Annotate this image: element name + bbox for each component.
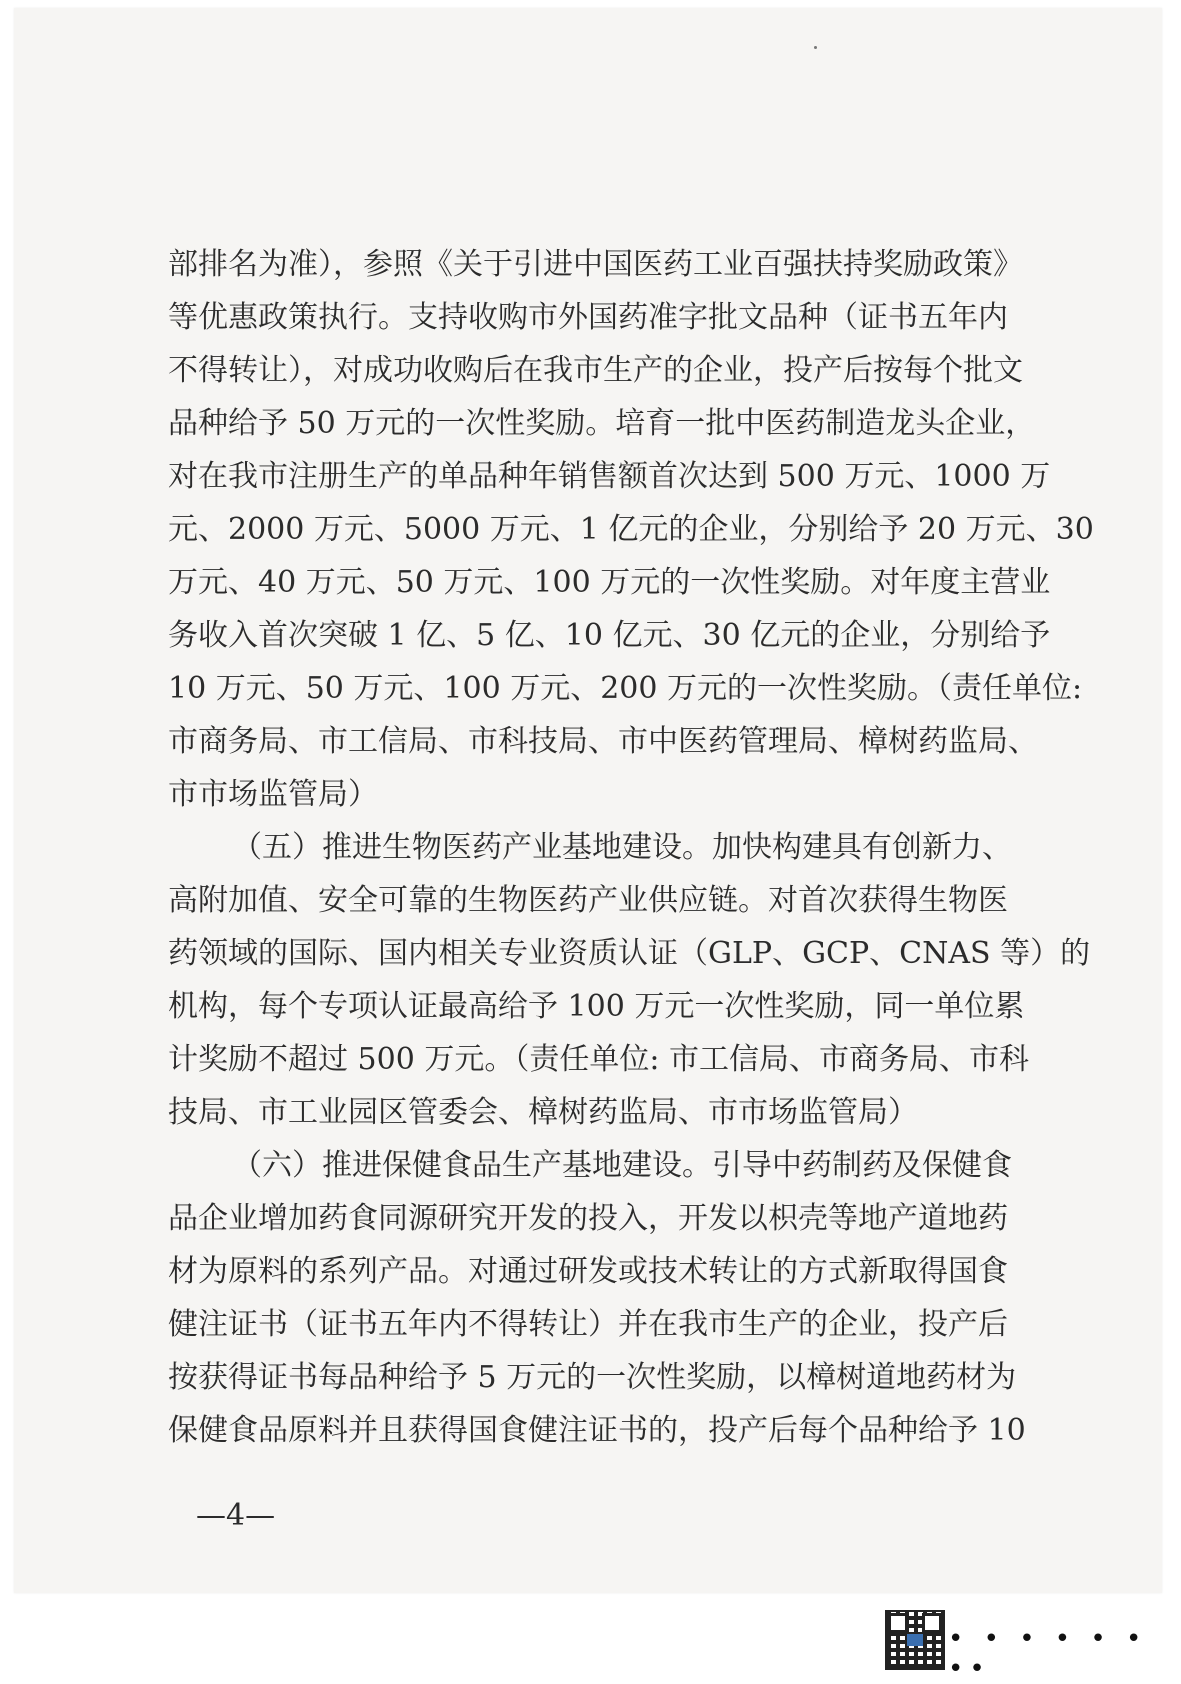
scan-speck [814,46,817,49]
text-line: 元、2000 万元、5000 万元、1 亿元的企业，分别给予 20 万元、30 [168,512,1094,547]
paragraph-2 [168,821,1091,1139]
page-number: —4— [196,1498,276,1533]
text-line: 保健食品原料并且获得国食健注证书的，投产后每个品种给予 10 [168,1413,1026,1448]
text-line: 对在我市注册生产的单品种年销售额首次达到 500 万元、1000 万 [168,459,1051,494]
qr-code-icon [885,1610,945,1670]
text-line: 药领域的国际、国内相关专业资质认证（GLP、GCP、CNAS 等）的 [168,936,1091,971]
text-line: 市商务局、市工信局、市科技局、市中医药管理局、樟树药监局、 [168,724,1038,759]
text-line: 技局、市工业园区管委会、樟树药监局、市市场监管局） [168,1095,918,1130]
paragraph-3 [168,1139,1028,1457]
text-line: 品企业增加药食同源研究开发的投入，开发以枳壳等地产道地药 [168,1201,1008,1236]
text-line: 务收入首次突破 1 亿、5 亿、10 亿元、30 亿元的企业，分别给予 [168,618,1051,653]
text-line: 不得转让），对成功收购后在我市生产的企业，投产后按每个批文 [168,353,1023,388]
text-line: 机构，每个专项认证最高给予 100 万元一次性奖励，同一单位累 [168,989,1025,1024]
text-line: 高附加值、安全可靠的生物医药产业供应链。对首次获得生物医 [168,883,1008,918]
paragraph-1 [168,238,1094,821]
text-line: 品种给予 50 万元的一次性奖励。培育一批中医药制造龙头企业， [168,406,1036,441]
text-line: 健注证书（证书五年内不得转让）并在我市生产的企业，投产后 [168,1307,1008,1342]
footer-dots: • • • • • • •• [948,1624,1148,1684]
text-line: （六）推进保健食品生产基地建设。引导中药制药及保健食 [232,1148,1012,1183]
text-line: 市市场监管局） [168,777,378,812]
text-line: 按获得证书每品种给予 5 万元的一次性奖励，以樟树道地药材为 [168,1360,1017,1395]
body-text [168,238,1094,1457]
text-line: 万元、40 万元、50 万元、100 万元的一次性奖励。对年度主营业 [168,565,1051,600]
text-line: （五）推进生物医药产业基地建设。加快构建具有创新力、 [232,830,1012,865]
text-line: 材为原料的系列产品。对通过研发或技术转让的方式新取得国食 [168,1254,1008,1289]
text-line: 等优惠政策执行。支持收购市外国药准字批文品种（证书五年内 [168,300,1008,335]
text-line: 10 万元、50 万元、100 万元、200 万元的一次性奖励。（责任单位: [168,671,1083,706]
text-line: 部排名为准），参照《关于引进中国医药工业百强扶持奖励政策》 [168,247,1023,282]
text-line: 计奖励不超过 500 万元。（责任单位: 市工信局、市商务局、市科 [168,1042,1029,1077]
